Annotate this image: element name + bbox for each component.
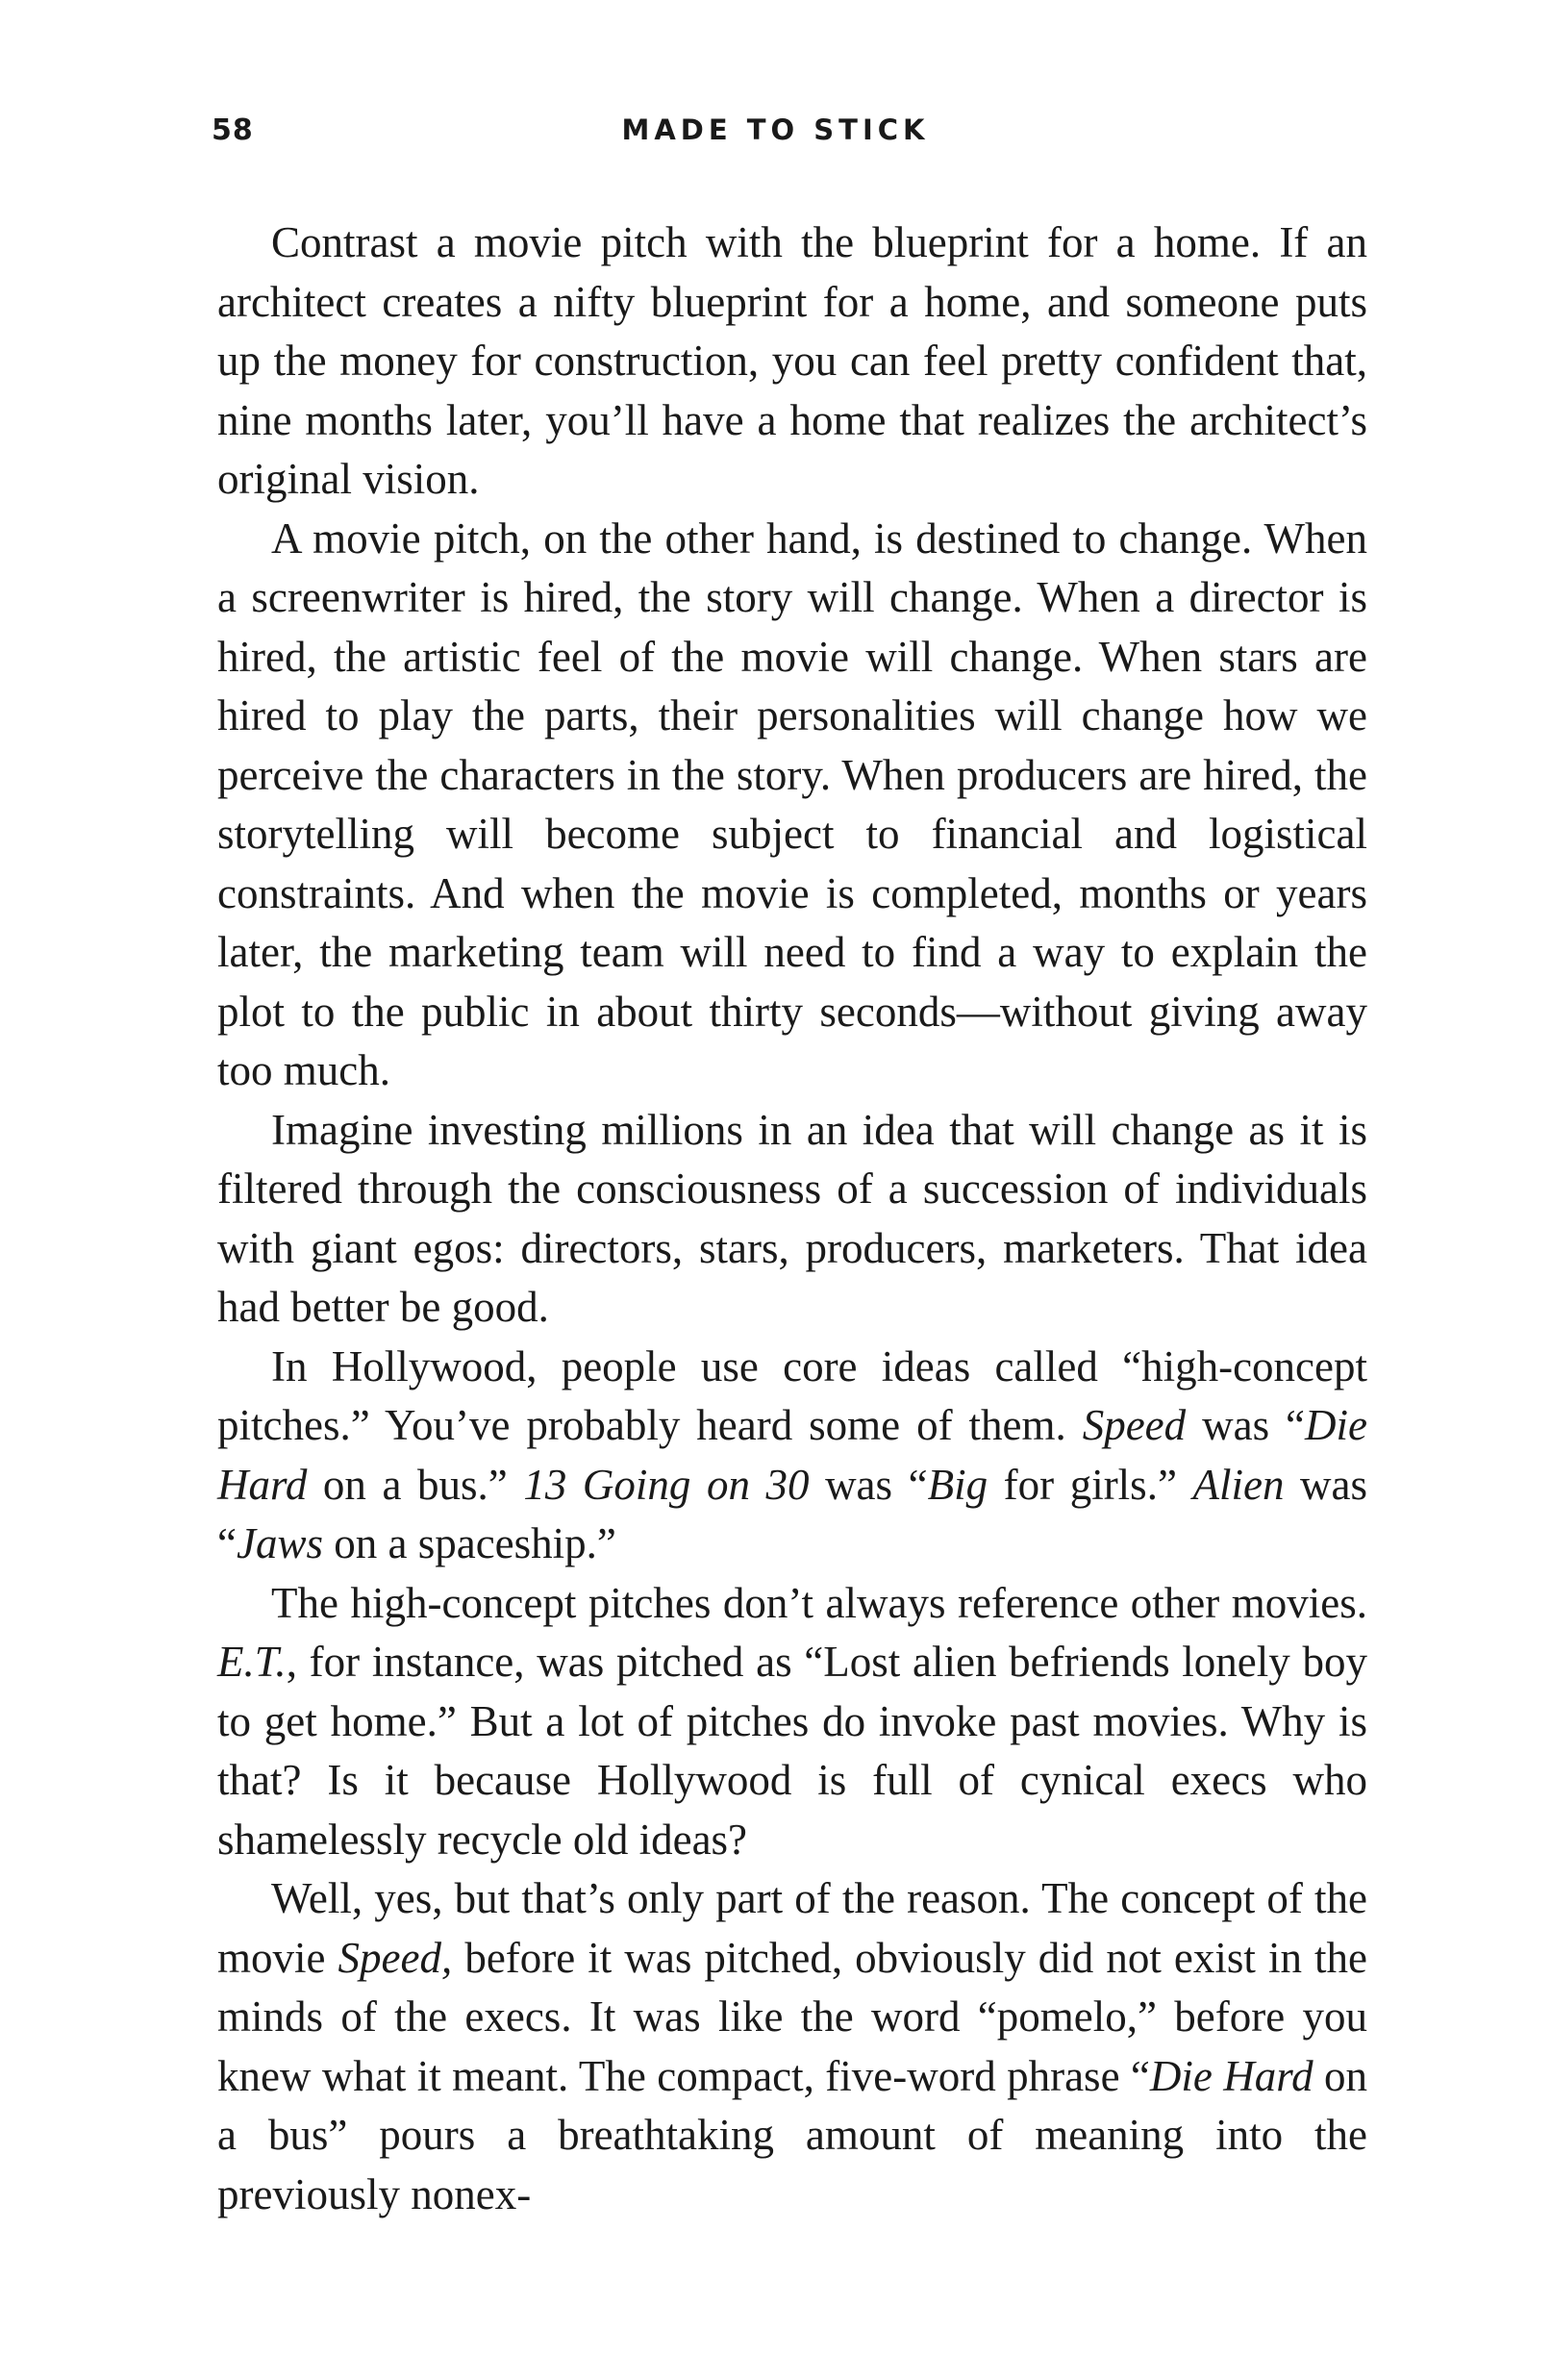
text-run: was “ [809, 1460, 928, 1509]
text-run: for girls.” [988, 1460, 1193, 1509]
movie-title: Jaws [236, 1519, 323, 1567]
text-run: before it was pitched, obviously did not exist in the minds of the execs. It was like the word “pomelo,” before you knew what it meant. The compact, five-word phrase “ [217, 1933, 1367, 2100]
paragraph: Imagine investing millions in an idea that will change as it is filtered through the consciousness of a succession of individuals with giant egos: directors, stars, producers, marketers. That idea had better be good. [217, 1105, 1367, 1331]
page-number: 58 [212, 113, 254, 147]
paragraph [217, 1338, 1367, 1574]
text-run: Well, yes, but that’s only part of the reason. The concept of the movie [217, 1874, 1367, 1982]
text-run: on a bus” pours a breathtaking amount of meaning into the previously nonex- [217, 2051, 1367, 2218]
text-run: was “ [1186, 1401, 1306, 1449]
paragraph [217, 1574, 1367, 1870]
text-run: The high-concept pitches don’t always reference other movies. [271, 1578, 1367, 1627]
paragraph: Contrast a movie pitch with the blueprint for a home. If an architect creates a nifty blueprint for a home, and someone puts up the money for construction, you can feel pretty confident that, nine months later, you’ll have a home that realizes the architect’s original vision. [217, 218, 1367, 503]
text-run: on a spaceship.” [322, 1519, 616, 1567]
movie-title: 13 Going on 30 [523, 1460, 810, 1509]
movie-title: Speed [1082, 1401, 1187, 1449]
text-run: , for instance, was pitched as “Lost alien befriends lonely boy to get home.” But a lot of pitches do invoke past movies. Why is that? Is it because Hollywood is full of cynical execs who shamelessly recycle old ideas? [217, 1638, 1367, 1864]
paragraph [217, 1869, 1367, 2224]
movie-title: Big [927, 1460, 988, 1509]
text-run: was “ [217, 1460, 1367, 1567]
movie-title: Die Hard [217, 1401, 1367, 1509]
body-text [217, 213, 1367, 2224]
movie-title: Speed, [338, 1933, 453, 1982]
text-run: on a bus.” [307, 1460, 524, 1509]
movie-title: Alien [1192, 1460, 1285, 1509]
movie-title: Die Hard [1149, 2051, 1313, 2100]
paragraph: A movie pitch, on the other hand, is destined to change. When a screenwriter is hired, the story will change. When a director is hired, the artistic feel of the movie will change. When stars are hired to play the parts, their personalities will change how we perceive the characters in the story. When producers are hired, the storytelling will become subject to financial and logistical constraints. And when the movie is completed, months or years later, the marketing team will need to find a way to explain the plot to the public in about thirty seconds—without giving away too much. [217, 514, 1367, 1094]
running-head [0, 113, 1551, 162]
text-run: In Hollywood, people use core ideas called “high-concept pitches.” You’ve probably heard some of them. [217, 1341, 1367, 1449]
movie-title: E.T. [217, 1638, 287, 1686]
book-title: MADE TO STICK [621, 113, 930, 146]
